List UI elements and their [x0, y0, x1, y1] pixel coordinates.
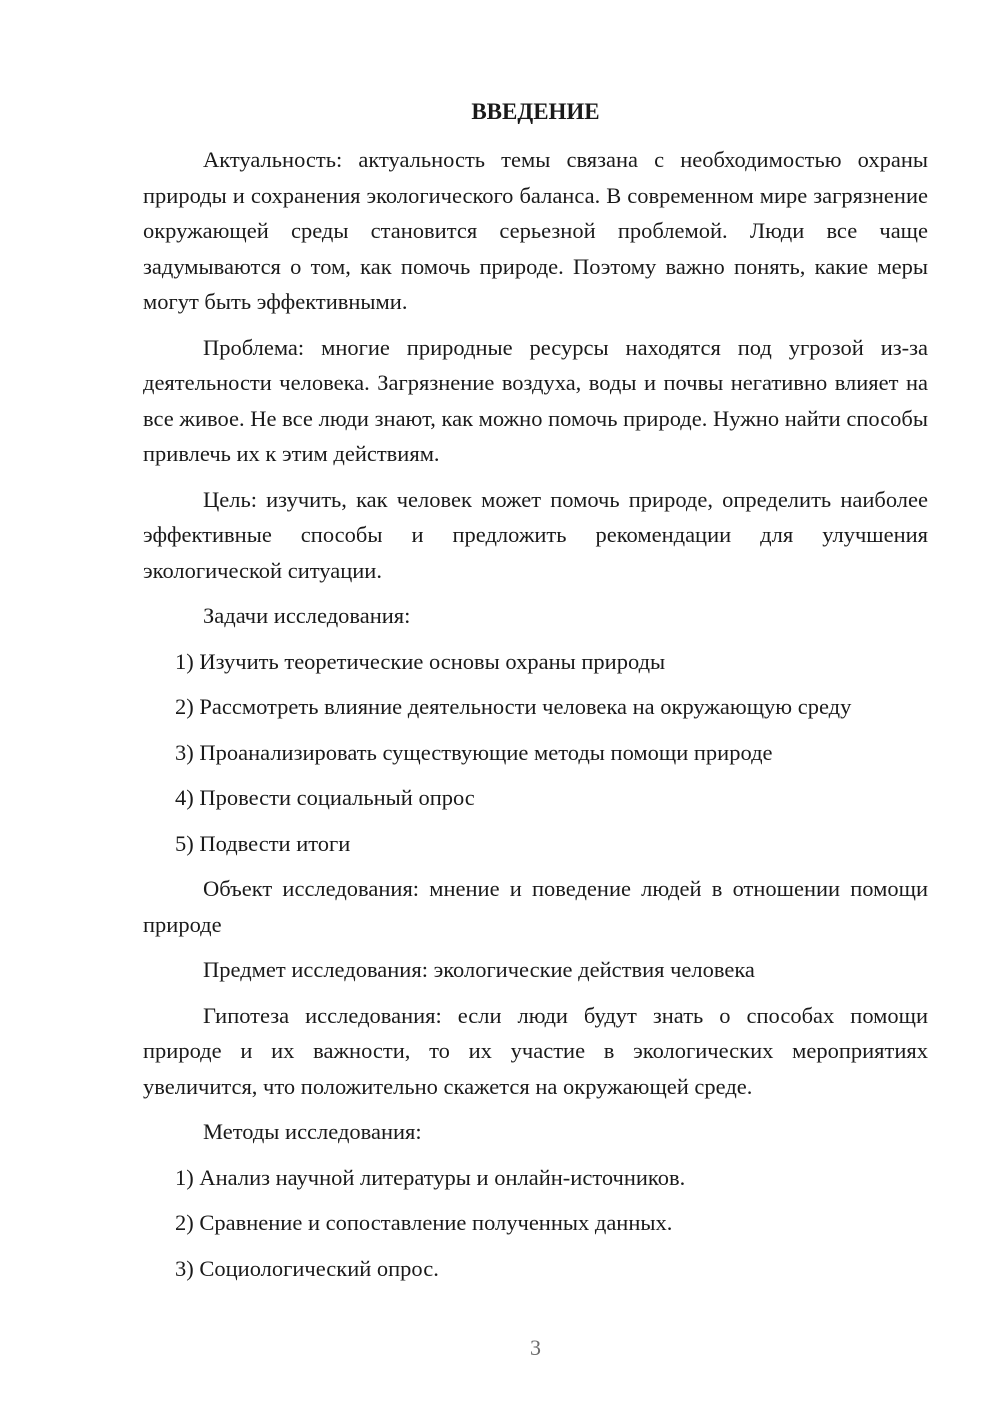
- task-item: 2) Рассмотреть влияние деятельности человека на окружающую среду: [175, 694, 852, 719]
- method-item: 1) Анализ научной литературы и онлайн-источников.: [175, 1164, 686, 1190]
- method-item: 3) Социологический опрос.: [175, 1255, 439, 1281]
- task-item: 3) Проанализировать существующие методы помощи природе: [175, 739, 773, 765]
- page-title: ВВЕДЕНИЕ: [471, 99, 600, 124]
- object-paragraph: Объект исследования: мнение и поведение людей в отношении помощи природе: [143, 876, 928, 937]
- goal-paragraph: Цель: изучить, как человек может помочь природе, определить наиболее эффективные способы и предложить рекомендации для улучшения экологической ситуации.: [143, 486, 928, 583]
- subject-paragraph: Предмет исследования: экологические действия человека: [203, 957, 755, 982]
- hypothesis-paragraph: Гипотеза исследования: если люди будут знать о способах помощи природе и их важности, то их участие в экологических мероприятиях увеличится, что положительно скажется на окружающей среде.: [143, 1002, 928, 1099]
- method-item: 2) Сравнение и сопоставление полученных данных.: [175, 1210, 673, 1235]
- task-item: 1) Изучить теоретические основы охраны природы: [175, 648, 666, 674]
- tasks-heading: Задачи исследования:: [203, 603, 411, 628]
- document-body: [143, 142, 928, 1296]
- page-number: 3: [530, 1335, 541, 1360]
- relevance-paragraph: Актуальность: актуальность темы связана с необходимостью охраны природы и сохранения экологического баланса. В современном мире загрязнение окружающей среды становится серьезной проблемой. Люди все чаще задумываются о том, как помочь природе. Поэтому важно понять, какие меры могут быть эффективными.: [143, 147, 928, 314]
- task-item: 4) Провести социальный опрос: [175, 785, 475, 810]
- problem-paragraph: Проблема: многие природные ресурсы находятся под угрозой из-за деятельности человека. Загрязнение воздуха, воды и почвы негативно влияет на все живое. Не все люди знают, как можно помочь природе. Нужно найти способы привлечь их к этим действиям.: [143, 334, 928, 466]
- methods-heading: Методы исследования:: [203, 1119, 422, 1144]
- task-item: 5) Подвести итоги: [175, 830, 351, 856]
